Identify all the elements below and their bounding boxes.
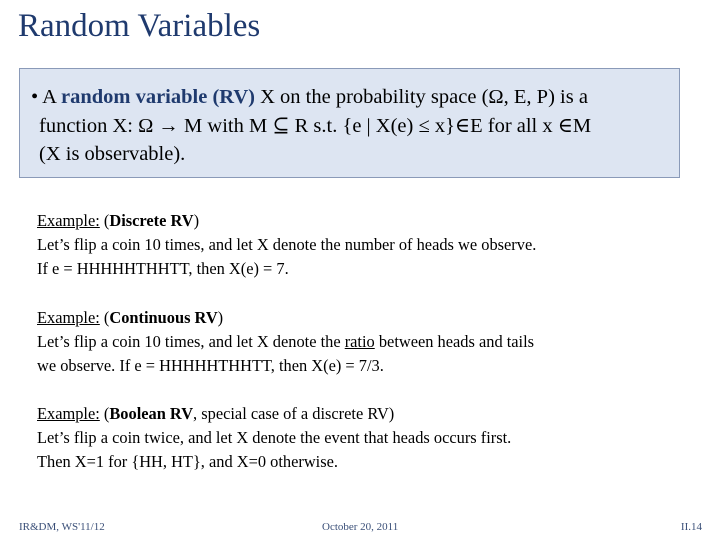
example-text-line: Let’s flip a coin twice, and let X denote the event that heads occurs first. (37, 428, 512, 447)
footer-date: October 20, 2011 (322, 521, 399, 533)
example-text-line: Let’s flip a coin 10 times, and let X denote the number of heads we observe. (37, 235, 537, 254)
heading-paren-open: ( (99, 308, 110, 327)
text-segment: Let’s flip a coin 10 times, and let X denote the (37, 332, 345, 351)
heading-paren-close: ) (193, 211, 200, 230)
heading-paren-open: ( (99, 404, 110, 423)
underlined-word: ratio (344, 332, 375, 351)
example-label: Example: (37, 404, 100, 423)
example-discrete (37, 209, 536, 281)
example-heading (37, 209, 536, 233)
example-type: Continuous RV (109, 308, 218, 327)
example-text-line: If e = HHHHHTHHTT, then X(e) = 7. (37, 259, 289, 278)
definition-box (19, 68, 680, 178)
example-label: Example: (37, 308, 100, 327)
example-label: Example: (37, 211, 100, 230)
example-text-line (37, 330, 534, 354)
heading-paren-close: ) (217, 308, 224, 327)
definition-line-1 (31, 83, 588, 112)
heading-paren-close: , special case of a discrete RV) (193, 404, 395, 423)
example-boolean (37, 402, 511, 474)
definition-line-2: function X: Ω → M with M ⊆ R s.t. {e | X(e) ≤ x}∈E for all x ∈M (39, 115, 592, 137)
example-heading (37, 306, 534, 330)
footer-page-number: II.14 (680, 521, 702, 533)
example-type: Discrete RV (109, 211, 194, 230)
example-text-line: Then X=1 for {HH, HT}, and X=0 otherwise. (37, 452, 338, 471)
definition-term: random variable (RV) (60, 86, 255, 108)
example-continuous (37, 306, 534, 378)
example-heading (37, 402, 511, 426)
text-segment: between heads and tails (374, 332, 535, 351)
example-type: Boolean RV (109, 404, 194, 423)
footer-course: IR&DM, WS'11/12 (19, 521, 105, 533)
heading-paren-open: ( (99, 211, 110, 230)
definition-line-1-rest: X on the probability space (Ω, E, P) is a (255, 86, 588, 108)
slide-title: Random Variables (18, 8, 261, 44)
example-text-line: we observe. If e = HHHHHTHHTT, then X(e) = 7/3. (37, 356, 384, 375)
definition-line-3: (X is observable). (39, 143, 186, 165)
bullet: • A (31, 86, 61, 108)
